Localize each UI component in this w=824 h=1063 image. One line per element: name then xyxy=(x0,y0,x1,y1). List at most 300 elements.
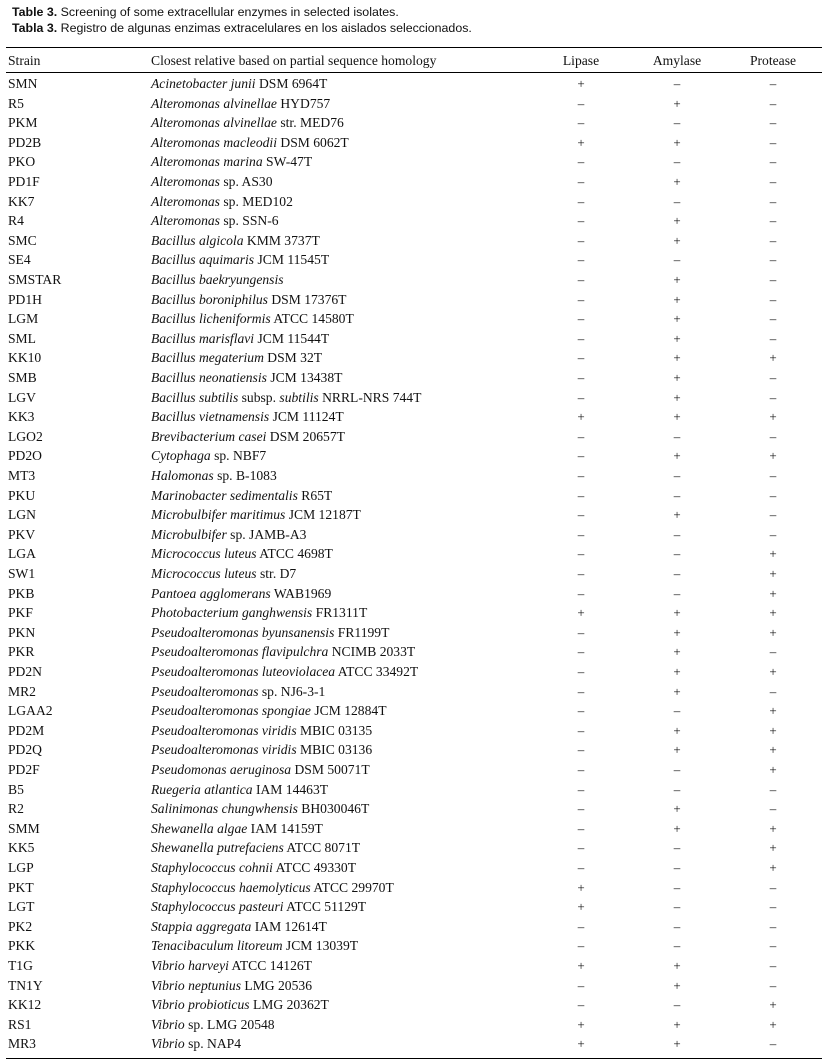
species-name: Microbulbifer xyxy=(151,526,227,542)
table-row xyxy=(6,917,822,937)
strain-designation: DSM 20657T xyxy=(266,428,345,444)
lipase-cell: + xyxy=(577,879,585,895)
amylase-cell: – xyxy=(673,879,681,895)
strain-cell: MR3 xyxy=(8,1036,36,1052)
species-name: Micrococcus luteus xyxy=(151,546,257,562)
species-name: Bacillus aquimaris xyxy=(151,252,255,268)
strain-cell: KK10 xyxy=(8,350,42,366)
species-name: Pseudoalteromonas flavipulchra xyxy=(151,644,329,660)
table-row xyxy=(6,446,822,466)
strain-designation: DSM 6964T xyxy=(255,76,328,91)
amylase-cell: + xyxy=(673,820,681,836)
closest-relative-cell xyxy=(151,878,394,898)
lipase-cell: – xyxy=(577,703,585,719)
amylase-cell: – xyxy=(673,252,681,268)
strain-cell: LGT xyxy=(8,899,35,915)
caption-english xyxy=(12,4,822,20)
table-row xyxy=(6,995,822,1015)
strain-cell: R4 xyxy=(8,213,24,229)
strain-cell: LGV xyxy=(8,389,36,405)
closest-relative-cell xyxy=(151,858,356,878)
table-row xyxy=(6,878,822,898)
protease-cell: – xyxy=(769,899,777,915)
species-name: Staphylococcus cohnii xyxy=(151,860,273,875)
lipase-cell: – xyxy=(577,448,585,464)
strain-designation: ATCC 51129T xyxy=(283,899,367,915)
closest-relative-cell xyxy=(151,917,327,937)
table-row xyxy=(6,525,822,545)
species-name: Brevibacterium casei xyxy=(151,428,267,444)
lipase-cell: + xyxy=(577,1036,585,1052)
amylase-cell: + xyxy=(673,605,681,621)
protease-cell: + xyxy=(769,546,777,562)
amylase-cell: + xyxy=(673,448,681,464)
caption-english-label: Table 3. xyxy=(12,5,58,19)
species-name: Cytophaga xyxy=(151,448,211,464)
table-row xyxy=(6,721,822,741)
strain-cell: RS1 xyxy=(8,1016,32,1032)
species-name: Pseudoalteromonas viridis xyxy=(151,722,297,738)
lipase-cell: + xyxy=(577,76,585,91)
protease-cell: – xyxy=(769,487,777,503)
species-name: Vibrio probioticus xyxy=(151,997,250,1013)
table-row xyxy=(6,172,822,192)
table-row xyxy=(6,819,822,839)
strain-cell: PKF xyxy=(8,605,33,621)
strain-cell: T1G xyxy=(8,958,33,973)
strain-cell: LGO2 xyxy=(8,428,43,444)
species-name: Vibrio xyxy=(151,1036,185,1052)
table-row xyxy=(6,94,822,114)
strain-cell: KK3 xyxy=(8,409,35,425)
closest-relative-cell xyxy=(151,721,372,741)
lipase-cell: – xyxy=(577,174,585,189)
protease-cell: – xyxy=(769,958,777,973)
amylase-cell: + xyxy=(673,134,681,150)
lipase-cell: – xyxy=(577,507,585,523)
header-protease: Protease xyxy=(749,53,797,68)
table-row xyxy=(6,192,822,212)
lipase-cell: – xyxy=(577,742,585,758)
table-row xyxy=(6,466,822,486)
species-name: Tenacibaculum litoreum xyxy=(151,938,283,954)
strain-designation: FR1199T xyxy=(334,624,390,640)
strain-designation: ATCC 33492T xyxy=(335,664,419,679)
lipase-cell: – xyxy=(577,428,585,444)
strain-designation: DSM 17376T xyxy=(267,291,347,307)
protease-cell: – xyxy=(769,232,777,248)
lipase-cell: – xyxy=(577,232,585,248)
species-name: Microbulbifer maritimus xyxy=(151,507,286,523)
amylase-cell: – xyxy=(673,997,681,1013)
closest-relative-cell xyxy=(151,564,296,584)
species-name: Pseudoalteromonas luteoviolacea xyxy=(151,664,336,679)
lipase-cell: + xyxy=(577,958,585,973)
header-strain: Strain xyxy=(8,53,41,68)
protease-cell: + xyxy=(769,566,777,581)
protease-cell: + xyxy=(769,1016,777,1032)
protease-cell: + xyxy=(769,820,777,836)
species-name: Pseudoalteromonas xyxy=(151,683,259,699)
species-name: Alteromonas xyxy=(151,174,220,189)
lipase-cell: – xyxy=(577,977,585,993)
closest-relative-cell xyxy=(151,603,367,623)
lipase-cell: – xyxy=(577,781,585,797)
closest-relative-cell xyxy=(151,1034,241,1054)
lipase-cell: – xyxy=(577,272,585,287)
closest-relative-cell xyxy=(151,113,344,133)
lipase-cell: – xyxy=(577,95,585,111)
species-name: Vibrio harveyi xyxy=(151,958,229,973)
species-name: Bacillus vietnamensis xyxy=(151,409,270,425)
lipase-cell: – xyxy=(577,585,585,601)
strain-designation: HYD757 xyxy=(276,95,331,111)
strain-designation: JCM 13438T xyxy=(266,370,343,385)
table-row xyxy=(6,858,822,878)
protease-cell: – xyxy=(769,115,777,131)
table-row xyxy=(6,760,822,780)
protease-cell: – xyxy=(769,252,777,268)
amylase-cell: + xyxy=(673,370,681,385)
protease-cell: + xyxy=(769,860,777,875)
species-name: Alteromonas marina xyxy=(151,154,263,170)
species-name: Halomonas xyxy=(151,468,214,483)
closest-relative-cell xyxy=(151,799,369,819)
protease-cell: + xyxy=(769,448,777,464)
strain-cell: LGN xyxy=(8,507,36,523)
protease-cell: – xyxy=(769,801,777,817)
species-name: Ruegeria atlantica xyxy=(151,781,253,797)
table-row xyxy=(6,701,822,721)
closest-relative-cell xyxy=(151,348,322,368)
species-name: Bacillus baekryungensis xyxy=(151,272,284,287)
table-row xyxy=(6,976,822,996)
strain-cell: PKO xyxy=(8,154,36,170)
lipase-cell: – xyxy=(577,762,585,777)
caption-spanish-text: Registro de algunas enzimas extracelulares en los aislados seleccionados. xyxy=(57,21,472,35)
species-name: Bacillus licheniformis xyxy=(151,311,271,327)
strain-designation: JCM 12187T xyxy=(285,507,361,523)
strain-cell: PD2O xyxy=(8,448,42,464)
lipase-cell: – xyxy=(577,546,585,562)
species-name: Staphylococcus haemolyticus xyxy=(151,879,311,895)
species-name: Stappia aggregata xyxy=(151,918,252,934)
strain-cell: PK2 xyxy=(8,918,33,934)
lipase-cell: – xyxy=(577,624,585,640)
closest-relative-cell xyxy=(151,486,332,506)
closest-relative-cell xyxy=(151,838,360,858)
table-row xyxy=(6,1034,822,1054)
closest-relative-cell xyxy=(151,250,329,270)
protease-cell: – xyxy=(769,879,777,895)
amylase-cell: – xyxy=(673,703,681,719)
strain-designation: DSM 6062T xyxy=(276,134,349,150)
strain-cell: SW1 xyxy=(8,566,36,581)
protease-cell: – xyxy=(769,918,777,934)
strain-designation: LMG 20362T xyxy=(249,997,329,1013)
species-name: Photobacterium ganghwensis xyxy=(151,605,313,621)
amylase-cell: + xyxy=(673,95,681,111)
amylase-cell: + xyxy=(673,644,681,660)
strain-cell: MR2 xyxy=(8,683,36,699)
table-row xyxy=(6,642,822,662)
strain-cell: PKM xyxy=(8,115,38,131)
species-name: Marinobacter sedimentalis xyxy=(151,487,298,503)
strain-designation: ATCC 8071T xyxy=(283,840,361,856)
lipase-cell: – xyxy=(577,526,585,542)
amylase-cell: + xyxy=(673,232,681,248)
closest-relative-cell xyxy=(151,329,329,349)
species-name: Vibrio neptunius xyxy=(151,977,241,993)
strain-designation: R65T xyxy=(297,487,333,503)
table-row xyxy=(6,427,822,447)
strain-cell: KK7 xyxy=(8,193,35,209)
table-row xyxy=(6,407,822,427)
closest-relative-cell xyxy=(151,760,370,780)
amylase-cell: + xyxy=(673,507,681,523)
lipase-cell: – xyxy=(577,193,585,209)
protease-cell: + xyxy=(769,997,777,1013)
strain-designation: MBIC 03135 xyxy=(296,722,373,738)
lipase-cell: – xyxy=(577,997,585,1013)
strain-designation: JCM 11545T xyxy=(254,252,330,268)
caption-spanish xyxy=(12,20,822,36)
lipase-cell: – xyxy=(577,840,585,856)
strain-cell: PD2Q xyxy=(8,742,42,758)
closest-relative-cell xyxy=(151,642,415,662)
table-row xyxy=(6,505,822,525)
strain-designation: sp. NBF7 xyxy=(210,448,267,464)
species-name: Shewanella algae xyxy=(151,820,248,836)
strain-designation: IAM 12614T xyxy=(251,918,327,934)
strain-cell: KK5 xyxy=(8,840,35,856)
lipase-cell: – xyxy=(577,664,585,679)
strain-designation: ATCC 29970T xyxy=(310,879,394,895)
strain-cell: PD2N xyxy=(8,664,42,679)
strain-designation: ATCC 4698T xyxy=(256,546,333,562)
closest-relative-cell xyxy=(151,525,306,545)
protease-cell: – xyxy=(769,507,777,523)
strain-designation: IAM 14159T xyxy=(247,820,323,836)
closest-relative-cell xyxy=(151,152,312,172)
amylase-cell: + xyxy=(673,977,681,993)
strain-designation: ATCC 49330T xyxy=(272,860,357,875)
strain-cell: PD1H xyxy=(8,291,42,307)
lipase-cell: – xyxy=(577,154,585,170)
protease-cell: + xyxy=(769,605,777,621)
amylase-cell: + xyxy=(673,272,681,287)
amylase-cell: – xyxy=(673,154,681,170)
strain-designation: LMG 20536 xyxy=(241,977,312,993)
strain-designation: IAM 14463T xyxy=(252,781,329,797)
strain-designation: str. D7 xyxy=(256,566,297,581)
amylase-cell: + xyxy=(673,801,681,817)
header-amylase: Amylase xyxy=(652,53,702,68)
closest-relative-cell xyxy=(151,211,279,231)
strain-cell: B5 xyxy=(8,781,24,797)
table-row xyxy=(6,682,822,702)
table-body xyxy=(0,74,824,1058)
species-name: Bacillus megaterium xyxy=(151,350,264,366)
lipase-cell: – xyxy=(577,389,585,405)
table-row xyxy=(6,74,822,94)
lipase-cell: – xyxy=(577,311,585,327)
species-name: Shewanella putrefaciens xyxy=(151,840,284,856)
species-name: Pantoea agglomerans xyxy=(151,585,271,601)
amylase-cell: + xyxy=(673,722,681,738)
strain-designation: MBIC 03136 xyxy=(296,742,373,758)
species-name: Pseudoalteromonas spongiae xyxy=(151,703,311,719)
lipase-cell: – xyxy=(577,801,585,817)
protease-cell: – xyxy=(769,291,777,307)
table-row xyxy=(6,231,822,251)
species-name: Bacillus algicola xyxy=(151,232,244,248)
lipase-cell: – xyxy=(577,213,585,229)
strain-designation: JCM 12884T xyxy=(310,703,387,719)
lipase-cell: – xyxy=(577,938,585,954)
protease-cell: – xyxy=(769,977,777,993)
protease-cell: – xyxy=(769,644,777,660)
closest-relative-cell xyxy=(151,682,325,702)
amylase-cell: + xyxy=(673,624,681,640)
strain-cell: PKT xyxy=(8,879,34,895)
amylase-cell: + xyxy=(673,389,681,405)
closest-relative-cell xyxy=(151,466,277,486)
amylase-cell: – xyxy=(673,762,681,777)
amylase-cell: – xyxy=(673,193,681,209)
caption-spanish-label: Tabla 3. xyxy=(12,21,58,35)
species-name: Salinimonas chungwhensis xyxy=(151,801,298,817)
table-row xyxy=(6,897,822,917)
table-row xyxy=(6,799,822,819)
protease-cell: – xyxy=(769,370,777,385)
species-name: Bacillus neonatiensis xyxy=(151,370,267,385)
table-row xyxy=(6,564,822,584)
strain-designation: WAB1969 xyxy=(270,585,332,601)
strain-cell: MT3 xyxy=(8,468,36,483)
strain-cell: LGM xyxy=(8,311,39,327)
amylase-cell: – xyxy=(673,918,681,934)
amylase-cell: + xyxy=(673,409,681,425)
closest-relative-cell xyxy=(151,133,349,153)
amylase-cell: – xyxy=(673,428,681,444)
lipase-cell: – xyxy=(577,860,585,875)
strain-cell: TN1Y xyxy=(8,977,43,993)
lipase-cell: + xyxy=(577,409,585,425)
species-name: Bacillus subtilis xyxy=(151,389,239,405)
strain-cell: LGP xyxy=(8,860,34,875)
strain-cell: SE4 xyxy=(8,252,31,268)
amylase-cell: + xyxy=(673,311,681,327)
protease-cell: – xyxy=(769,781,777,797)
strain-designation: KMM 3737T xyxy=(243,232,320,248)
protease-cell: – xyxy=(769,272,777,287)
protease-cell: + xyxy=(769,840,777,856)
species-name: Pseudoalteromonas byunsanensis xyxy=(151,624,335,640)
amylase-cell: + xyxy=(673,213,681,229)
protease-cell: + xyxy=(769,722,777,738)
strain-cell: PKB xyxy=(8,585,35,601)
amylase-cell: + xyxy=(673,958,681,973)
protease-cell: – xyxy=(769,389,777,405)
closest-relative-cell xyxy=(151,956,312,976)
table-row xyxy=(6,1015,822,1035)
closest-relative-cell xyxy=(151,995,329,1015)
table-top-rule xyxy=(6,47,822,48)
strain-designation: JCM 11544T xyxy=(254,330,330,346)
protease-cell: + xyxy=(769,350,777,366)
protease-cell: – xyxy=(769,174,777,189)
closest-relative-cell xyxy=(151,231,320,251)
strain-cell: SMB xyxy=(8,370,37,385)
amylase-cell: – xyxy=(673,546,681,562)
closest-relative-cell xyxy=(151,505,361,525)
protease-cell: – xyxy=(769,526,777,542)
lipase-cell: – xyxy=(577,722,585,738)
strain-cell: PKR xyxy=(8,644,35,660)
species-name: Bacillus boroniphilus xyxy=(151,291,268,307)
table-header-rule xyxy=(6,72,822,73)
species-name: Alteromonas alvinellae xyxy=(151,95,277,111)
amylase-cell: + xyxy=(673,174,681,189)
strain-designation: JCM 13039T xyxy=(282,938,359,954)
strain-cell: PKU xyxy=(8,487,36,503)
table-row xyxy=(6,603,822,623)
amylase-cell: – xyxy=(673,526,681,542)
lipase-cell: – xyxy=(577,370,585,385)
closest-relative-cell xyxy=(151,544,333,564)
strain-designation: sp. JAMB-A3 xyxy=(226,526,307,542)
closest-relative-cell xyxy=(151,94,330,114)
table-bottom-rule xyxy=(6,1058,822,1059)
amylase-cell: + xyxy=(673,742,681,758)
closest-relative-cell xyxy=(151,701,387,721)
lipase-cell: – xyxy=(577,487,585,503)
strain-designation: sp. SSN-6 xyxy=(219,213,279,229)
protease-cell: + xyxy=(769,585,777,601)
strain-designation: subsp. xyxy=(238,389,280,405)
protease-cell: + xyxy=(769,409,777,425)
amylase-cell: – xyxy=(673,76,681,91)
table-row xyxy=(6,936,822,956)
closest-relative-cell xyxy=(151,446,266,466)
species-name: Alteromonas macleodii xyxy=(151,134,277,150)
amylase-cell: + xyxy=(673,291,681,307)
table-row xyxy=(6,956,822,976)
strain-cell: SMC xyxy=(8,232,37,248)
amylase-cell: – xyxy=(673,115,681,131)
amylase-cell: – xyxy=(673,860,681,875)
lipase-cell: – xyxy=(577,820,585,836)
protease-cell: – xyxy=(769,1036,777,1052)
strain-designation: str. MED76 xyxy=(276,115,344,131)
amylase-cell: – xyxy=(673,487,681,503)
closest-relative-cell xyxy=(151,309,354,329)
strain-designation: JCM 11124T xyxy=(269,409,344,425)
amylase-cell: + xyxy=(673,683,681,699)
protease-cell: + xyxy=(769,703,777,719)
species-name: Bacillus marisflavi xyxy=(151,330,255,346)
closest-relative-cell xyxy=(151,740,372,760)
strain-designation: sp. LMG 20548 xyxy=(184,1016,275,1032)
table-row xyxy=(6,309,822,329)
species-name: Vibrio xyxy=(151,1016,185,1032)
closest-relative-cell xyxy=(151,270,284,290)
table-row xyxy=(6,133,822,153)
table-row xyxy=(6,270,822,290)
table-row xyxy=(6,623,822,643)
lipase-cell: – xyxy=(577,566,585,581)
